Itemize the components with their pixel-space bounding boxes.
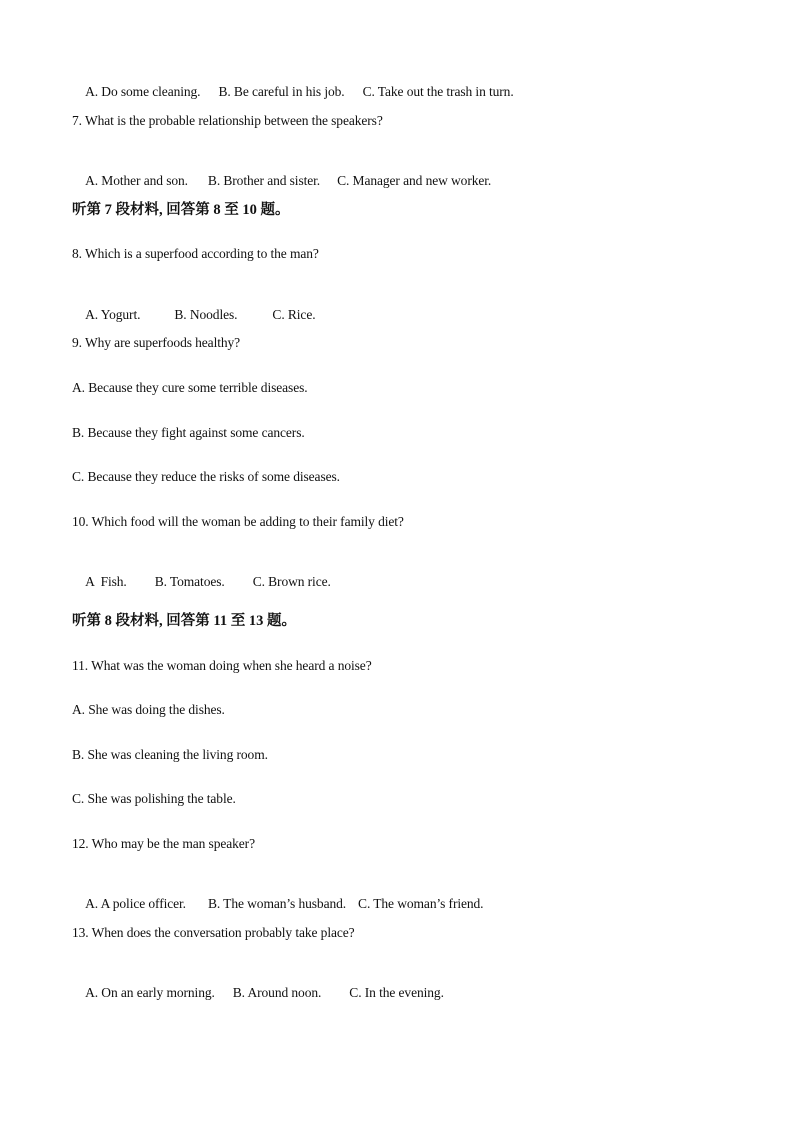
question-9: 9. Why are superfoods healthy?: [72, 335, 241, 350]
option-b: B. Brother and sister.: [207, 173, 321, 188]
option-a: A. Yogurt.: [85, 307, 141, 322]
section-heading-7: 听第 7 段材料, 回答第 8 至 10 题。: [72, 202, 290, 218]
q12-options: [72, 880, 483, 928]
option-c: C. Take out the trash in turn.: [362, 84, 514, 99]
option-c: C. The woman’s friend.: [358, 896, 484, 911]
question-10: 10. Which food will the woman be adding to their family diet?: [72, 514, 404, 529]
q9-option-c: C. Because they reduce the risks of some diseases.: [72, 469, 340, 484]
option-c: C. Rice.: [272, 307, 316, 322]
q11-option-a: A. She was doing the dishes.: [72, 702, 225, 717]
option-b: B. Around noon.: [232, 985, 322, 1000]
question-12: 12. Who may be the man speaker?: [72, 836, 255, 851]
q9-option-b: B. Because they fight against some cancers.: [72, 425, 305, 440]
q8-options: [72, 291, 316, 339]
q13-options: [72, 969, 444, 1017]
option-b: B. Tomatoes.: [154, 574, 225, 589]
question-7: 7. What is the probable relationship between the speakers?: [72, 113, 383, 128]
q10-options: [72, 558, 331, 606]
option-a: A. Do some cleaning.: [85, 84, 201, 99]
option-c: C. Manager and new worker.: [337, 173, 492, 188]
q6-options: [72, 68, 514, 116]
question-8: 8. Which is a superfood according to the man?: [72, 246, 319, 261]
option-b: B. Be careful in his job.: [218, 84, 345, 99]
option-a: A Fish.: [85, 574, 127, 589]
q11-option-c: C. She was polishing the table.: [72, 791, 236, 806]
option-b: B. The woman’s husband.: [207, 896, 347, 911]
q7-options: [72, 157, 491, 205]
question-11: 11. What was the woman doing when she heard a noise?: [72, 658, 372, 673]
option-b: B. Noodles.: [174, 307, 238, 322]
option-c: C. Brown rice.: [252, 574, 331, 589]
q9-option-a: A. Because they cure some terrible diseases.: [72, 380, 308, 395]
section-heading-8: 听第 8 段材料, 回答第 11 至 13 题。: [72, 613, 296, 629]
option-c: C. In the evening.: [349, 985, 444, 1000]
q11-option-b: B. She was cleaning the living room.: [72, 747, 268, 762]
option-a: A. A police officer.: [85, 896, 186, 911]
option-a: A. On an early morning.: [85, 985, 215, 1000]
option-a: A. Mother and son.: [85, 173, 188, 188]
question-13: 13. When does the conversation probably take place?: [72, 925, 355, 940]
